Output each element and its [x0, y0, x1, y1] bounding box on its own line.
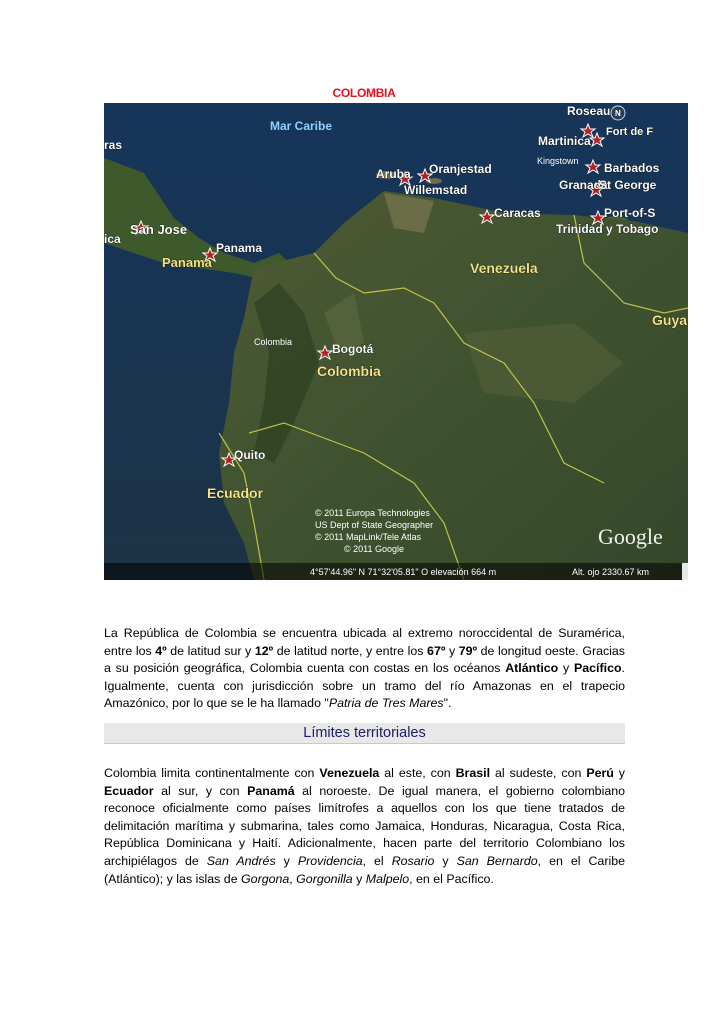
map-label-panama: Panama [162, 255, 212, 270]
map-label-guya: Guya [652, 312, 688, 328]
page-title: COLOMBIA [332, 86, 396, 100]
intro-paragraph: La República de Colombia se encuentra ubicada al extremo noroccidental de Suramérica, entre los 4º de latitud sur y 12º de latitud norte, y entre los 67º y 79º de longitud oeste. Gracias a su posición geográfica, Colombia cuenta con costas en los océanos Atlántico y Pacífico. Igualmente, cuenta con jurisdicción sobre un tramo del río Amazonas en el trapecio Amazónico, por lo que se le ha llamado "Patria de Tres Mares". [104, 626, 626, 711]
limits-paragraph: Colombia limita continentalmente con Venezuela al este, con Brasil al sudeste, con Perú y Ecuador al sur, y con Panamá al noroeste. De igual manera, el gobierno colombiano reconoce oficialmente como países limítrofes a aquellos con los que tiene tratados de delimitación marítima y submarina, tales como Jamaica, Honduras, Nicaragua, Costa Rica, República Dominicana y Haití. Adicionalmente, hacen parte del territorio Colombiano los archipiélagos de San Andrés y Providencia, el Rosario y San Bernardo, en el Caribe (Atlántico); y las islas de Gorgona, Gorgonilla y Malpelo, en el Pacífico. [104, 766, 626, 886]
map-label-colombia-sea: Colombia [254, 337, 293, 347]
map-credit-line: © 2011 Google [344, 544, 405, 554]
section-heading: Límites territoriales [104, 723, 625, 744]
map-label-st-george: St George [599, 178, 657, 192]
map-credit-line: © 2011 MapLink/Tele Atlas [315, 532, 422, 542]
map-status-coords: 4°57'44.96" N 71°32'05.81" O elevación 664 m [310, 567, 497, 577]
map-credit-line: © 2011 Europa Technologies [315, 508, 430, 518]
map-label-port-of-spain: Port-of-S [604, 206, 656, 220]
map-label-ecuador: Ecuador [207, 485, 264, 501]
map-label-barbados: Barbados [604, 161, 660, 175]
map-label-bogota: Bogotá [332, 342, 374, 356]
map-label-trinidad: Trinidad y Tobago [556, 222, 659, 236]
map-scroll-indicator [682, 563, 688, 580]
map-label-quito: Quito [234, 448, 266, 462]
map-label-ica: ica [104, 232, 121, 246]
map-label-willemstad: Willemstad [404, 183, 468, 197]
map-label-colombia: Colombia [317, 363, 381, 379]
map-label-martinica: Martinica [538, 134, 591, 148]
map-label-mar-caribe: Mar Caribe [270, 119, 333, 133]
map-label-panama-city: Panama [216, 241, 263, 255]
map-label-san-jose: San Jose [130, 222, 188, 237]
map-label-oranjestad: Oranjestad [429, 162, 492, 176]
compass-icon [611, 106, 625, 120]
map-label-caracas: Caracas [494, 206, 541, 220]
map-label-ras: ras [104, 138, 123, 152]
map-label-roseau: Roseau [567, 104, 611, 118]
svg-text:N: N [615, 109, 621, 118]
google-logo: Google [598, 524, 663, 549]
map-label-aruba: Aruba [376, 167, 411, 181]
map-label-fort-de-france: Fort de F [606, 126, 654, 138]
satellite-map-image [104, 103, 688, 580]
map-credit-line: US Dept of State Geographer [315, 520, 434, 530]
map-status-altitude: Alt. ojo 2330.67 km [572, 567, 650, 577]
map-label-venezuela: Venezuela [470, 260, 538, 276]
map-label-kingstown: Kingstown [537, 156, 579, 166]
map-label-granada: Granada [559, 178, 608, 192]
